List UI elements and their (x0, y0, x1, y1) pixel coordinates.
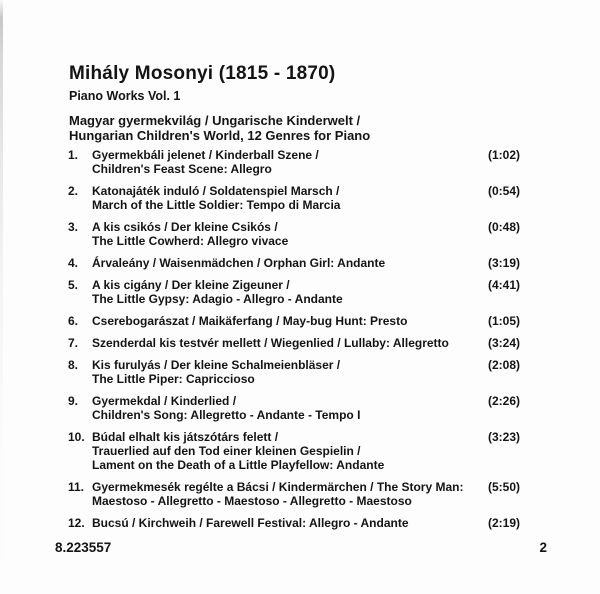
track-title-line: Szenderdal kis testvér mellett / Wiegenlied / Lullaby: Allegretto (92, 336, 449, 350)
track-title-line: March of the Little Soldier: Tempo di Marcia (92, 198, 341, 212)
track-title (92, 336, 488, 350)
track-duration: (0:54) (487, 184, 520, 198)
track-row (68, 148, 520, 176)
track-row (68, 394, 520, 422)
track-title-line: Trauerlied auf den Tod einer kleinen Gespielin / (92, 444, 361, 458)
track-number: 1. (68, 148, 79, 162)
track-row (68, 256, 520, 270)
track-title-line: Children's Feast Scene: Allegro (92, 162, 272, 176)
track-title-line: The Little Gypsy: Adagio - Allegro - Andante (92, 292, 343, 306)
track-number: 2. (68, 184, 79, 198)
track-number: 9. (68, 394, 79, 408)
track-duration: (3:23) (487, 430, 520, 444)
track-row (68, 336, 520, 350)
track-number: 5. (68, 278, 79, 292)
track-title (92, 358, 488, 386)
track-duration: (1:05) (487, 314, 520, 328)
track-row (68, 220, 520, 248)
track-title-line: Maestoso - Allegretto - Maestoso - Allegretto - Maestoso (92, 494, 412, 508)
album-title-line-2: Hungarian Children's World, 12 Genres for Piano (69, 128, 371, 143)
track-title-line: Katonajáték induló / Soldatenspiel Marsch / (92, 184, 340, 198)
track-title-line: Gyermekbáli jelenet / Kinderball Szene / (92, 148, 319, 162)
track-duration: (4:41) (487, 278, 520, 292)
track-title-line: Kis furulyás / Der kleine Schalmeienbläser / (92, 358, 341, 372)
track-duration: (2:26) (487, 394, 520, 408)
page-footer (55, 539, 547, 556)
track-title-line: The Little Cowherd: Allegro vivace (92, 234, 289, 248)
track-number: 4. (68, 256, 79, 270)
track-number: 8. (68, 358, 79, 372)
track-title-line: A kis cigány / Der kleine Zigeuner / (92, 278, 290, 292)
track-duration: (0:48) (487, 220, 520, 234)
track-title-line: The Little Piper: Capriccioso (92, 372, 255, 386)
track-title-line: A kis csikós / Der kleine Csikós / (92, 220, 278, 234)
track-row (68, 516, 520, 530)
track-title (92, 184, 488, 212)
track-title (92, 220, 488, 248)
series-title: Piano Works Vol. 1 (69, 89, 181, 103)
track-duration: (2:08) (487, 358, 520, 372)
track-title-line: Árvaleány / Waisenmädchen / Orphan Girl: Andante (92, 256, 386, 270)
track-number: 10. (68, 430, 85, 444)
track-number: 3. (68, 220, 79, 234)
track-title-line: Gyermekmesék regélte a Bácsi / Kindermärchen / The Story Man: (92, 480, 464, 494)
track-row (68, 278, 520, 306)
track-row (68, 184, 520, 212)
page-header (69, 62, 540, 143)
track-title-line: Bucsú / Kirchweih / Farewell Festival: Allegro - Andante (92, 516, 409, 530)
page-number: 2 (539, 540, 547, 555)
track-duration: (5:50) (487, 480, 520, 494)
track-title (92, 394, 488, 422)
track-title (92, 148, 488, 176)
track-title (92, 516, 488, 530)
track-list (68, 148, 520, 538)
track-title-line: Gyermekdal / Kinderlied / (92, 394, 237, 408)
track-title-line: Lament on the Death of a Little Playfellow: Andante (92, 458, 385, 472)
track-duration: (3:19) (487, 256, 520, 270)
track-duration: (2:19) (487, 516, 520, 530)
track-row (68, 480, 520, 508)
composer-title: Mihály Mosonyi (1815 - 1870) (69, 63, 336, 84)
track-row (68, 430, 520, 472)
track-number: 12. (68, 516, 85, 530)
scan-edge-artifact (0, 0, 3, 594)
track-row (68, 314, 520, 328)
track-title-line: Búdal elhalt kis játszótárs felett / (92, 430, 279, 444)
track-duration: (1:02) (487, 148, 520, 162)
track-title (92, 314, 488, 328)
album-title-line-1: Magyar gyermekvilág / Ungarische Kinderwelt / (69, 113, 361, 128)
track-number: 11. (68, 480, 85, 494)
track-title-line: Children's Song: Allegretto - Andante - Tempo I (92, 408, 361, 422)
track-row (68, 358, 520, 386)
track-title (92, 480, 488, 508)
catalog-number: 8.223557 (55, 540, 112, 555)
track-title-line: Cserebogarászat / Maikäferfang / May-bug Hunt: Presto (92, 314, 408, 328)
track-title (92, 278, 488, 306)
track-title (92, 256, 488, 270)
track-number: 7. (68, 336, 79, 350)
track-duration: (3:24) (487, 336, 520, 350)
album-title (69, 113, 540, 143)
track-number: 6. (68, 314, 79, 328)
track-title (92, 430, 488, 472)
